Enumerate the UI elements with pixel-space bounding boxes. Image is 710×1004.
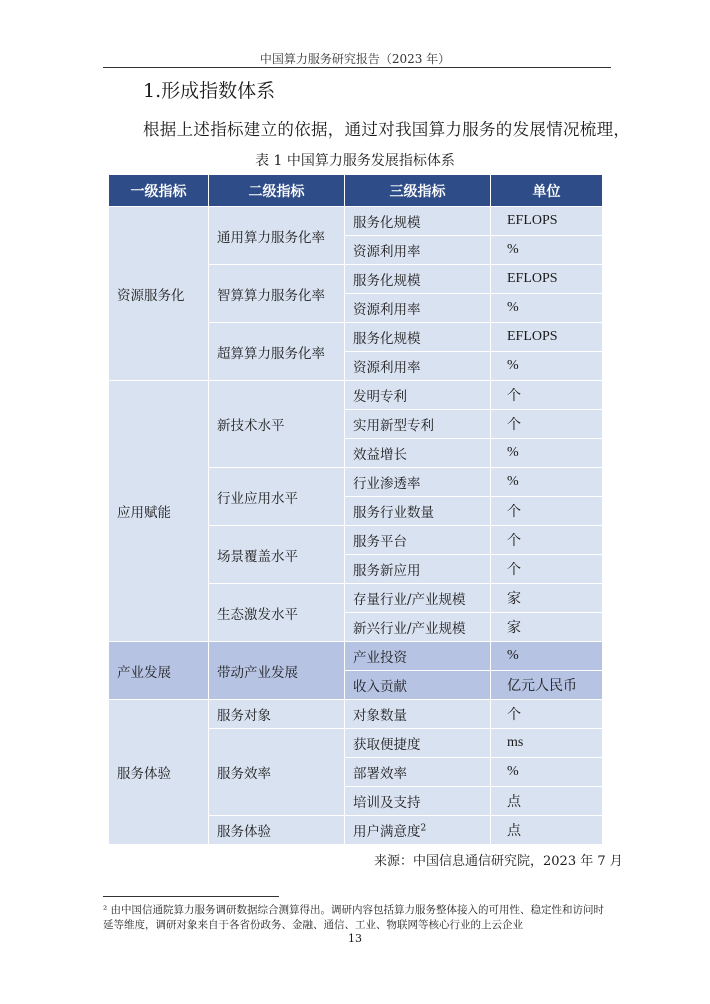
- unit-cell: ms: [491, 729, 603, 758]
- unit-cell: EFLOPS: [491, 207, 603, 236]
- level3-label: 对象数量: [353, 708, 407, 724]
- level3-cell: [345, 294, 491, 323]
- level3-label: 资源利用率: [353, 244, 421, 260]
- level3-cell: [345, 671, 491, 700]
- level3-cell: [345, 323, 491, 352]
- level2-cell: 服务效率: [209, 729, 345, 816]
- level3-cell: [345, 352, 491, 381]
- level3-label: 服务化规模: [353, 273, 421, 289]
- unit-cell: %: [491, 642, 603, 671]
- level3-label: 用户满意度: [353, 824, 421, 840]
- unit-cell: EFLOPS: [491, 323, 603, 352]
- level3-cell: [345, 381, 491, 410]
- page-number: 13: [348, 932, 362, 945]
- table-row: [109, 700, 603, 729]
- level1-cell: 资源服务化: [109, 207, 209, 381]
- level3-cell: [345, 758, 491, 787]
- unit-cell: %: [491, 758, 603, 787]
- level3-cell: [345, 787, 491, 816]
- level3-cell: [345, 613, 491, 642]
- level3-label: 部署效率: [353, 766, 407, 782]
- body-paragraph: 根据上述指标建立的依据，通过对我国算力服务的发展情况梳理，: [143, 120, 631, 139]
- level3-cell: [345, 236, 491, 265]
- level3-cell: [345, 468, 491, 497]
- header-level1: 一级指标: [109, 175, 209, 207]
- level2-cell: 行业应用水平: [209, 468, 345, 526]
- table-row: [109, 642, 603, 671]
- level2-cell: 场景覆盖水平: [209, 526, 345, 584]
- unit-cell: %: [491, 352, 603, 381]
- unit-cell: 家: [491, 613, 603, 642]
- level3-label: 发明专利: [353, 389, 407, 405]
- level2-cell: 带动产业发展: [209, 642, 345, 700]
- unit-cell: 个: [491, 497, 603, 526]
- level3-label: 新兴行业/产业规模: [353, 621, 466, 637]
- running-header: 中国算力服务研究报告（2023 年）: [259, 52, 451, 66]
- level2-cell: 新技术水平: [209, 381, 345, 468]
- level3-cell: [345, 555, 491, 584]
- level3-label: 存量行业/产业规模: [353, 592, 466, 608]
- unit-cell: 点: [491, 787, 603, 816]
- unit-cell: 点: [491, 816, 603, 845]
- level3-cell: [345, 526, 491, 555]
- level2-cell: 生态激发水平: [209, 584, 345, 642]
- level2-cell: 智算算力服务化率: [209, 265, 345, 323]
- footnote-ref: 2: [420, 823, 427, 834]
- level3-label: 资源利用率: [353, 360, 421, 376]
- level2-cell: 服务体验: [209, 816, 345, 845]
- unit-cell: %: [491, 468, 603, 497]
- unit-cell: EFLOPS: [491, 265, 603, 294]
- level3-cell: [345, 700, 491, 729]
- level3-cell: [345, 497, 491, 526]
- level3-cell: [345, 265, 491, 294]
- unit-cell: %: [491, 236, 603, 265]
- table-header-row: [109, 175, 603, 207]
- level1-cell: 服务体验: [109, 700, 209, 845]
- unit-cell: %: [491, 294, 603, 323]
- level3-cell: [345, 642, 491, 671]
- level2-cell: 通用算力服务化率: [209, 207, 345, 265]
- unit-cell: 个: [491, 526, 603, 555]
- table-source: 来源：中国信息通信研究院，2023 年 7 月: [374, 854, 623, 869]
- level3-cell: [345, 207, 491, 236]
- table-body: [109, 207, 603, 845]
- indicator-table: [108, 174, 603, 845]
- level3-cell: [345, 729, 491, 758]
- level3-label: 产业投资: [353, 650, 407, 666]
- header-level3: 三级指标: [345, 175, 491, 207]
- level3-label: 服务新应用: [353, 563, 421, 579]
- level3-label: 服务行业数量: [353, 505, 434, 521]
- level1-cell: 产业发展: [109, 642, 209, 700]
- header-unit: 单位: [491, 175, 603, 207]
- level3-label: 资源利用率: [353, 302, 421, 318]
- level2-cell: 超算算力服务化率: [209, 323, 345, 381]
- header-level2: 二级指标: [209, 175, 345, 207]
- level3-label: 行业渗透率: [353, 476, 421, 492]
- level3-cell: [345, 410, 491, 439]
- level3-label: 服务化规模: [353, 331, 421, 347]
- level3-cell: [345, 439, 491, 468]
- unit-cell: 个: [491, 410, 603, 439]
- level3-label: 收入贡献: [353, 679, 407, 695]
- table-row: [109, 207, 603, 236]
- unit-cell: 家: [491, 584, 603, 613]
- table-caption: 表 1 中国算力服务发展指标体系: [255, 153, 455, 169]
- level3-cell: [345, 584, 491, 613]
- level1-cell: 应用赋能: [109, 381, 209, 642]
- level2-cell: 服务对象: [209, 700, 345, 729]
- header-divider: [103, 67, 611, 68]
- unit-cell: 个: [491, 700, 603, 729]
- level3-label: 获取便捷度: [353, 737, 421, 753]
- level3-label: 培训及支持: [353, 795, 421, 811]
- section-title: 1.形成指数体系: [143, 80, 276, 102]
- level3-cell: [345, 816, 491, 845]
- table-row: [109, 381, 603, 410]
- level3-label: 实用新型专利: [353, 418, 434, 434]
- unit-cell: 个: [491, 381, 603, 410]
- unit-cell: %: [491, 439, 603, 468]
- footnote-divider: [103, 896, 279, 897]
- level3-label: 服务化规模: [353, 215, 421, 231]
- footnote: ² 由中国信通院算力服务调研数据综合测算得出。调研内容包括算力服务整体接入的可用性、稳定性和访问时延等维度，调研对象来自于各省份政务、金融、通信、工业、物联网等核心行业的上云企业: [103, 904, 605, 931]
- unit-cell: 个: [491, 555, 603, 584]
- level3-label: 服务平台: [353, 534, 407, 550]
- level3-label: 效益增长: [353, 447, 407, 463]
- unit-cell: 亿元人民币: [491, 671, 603, 700]
